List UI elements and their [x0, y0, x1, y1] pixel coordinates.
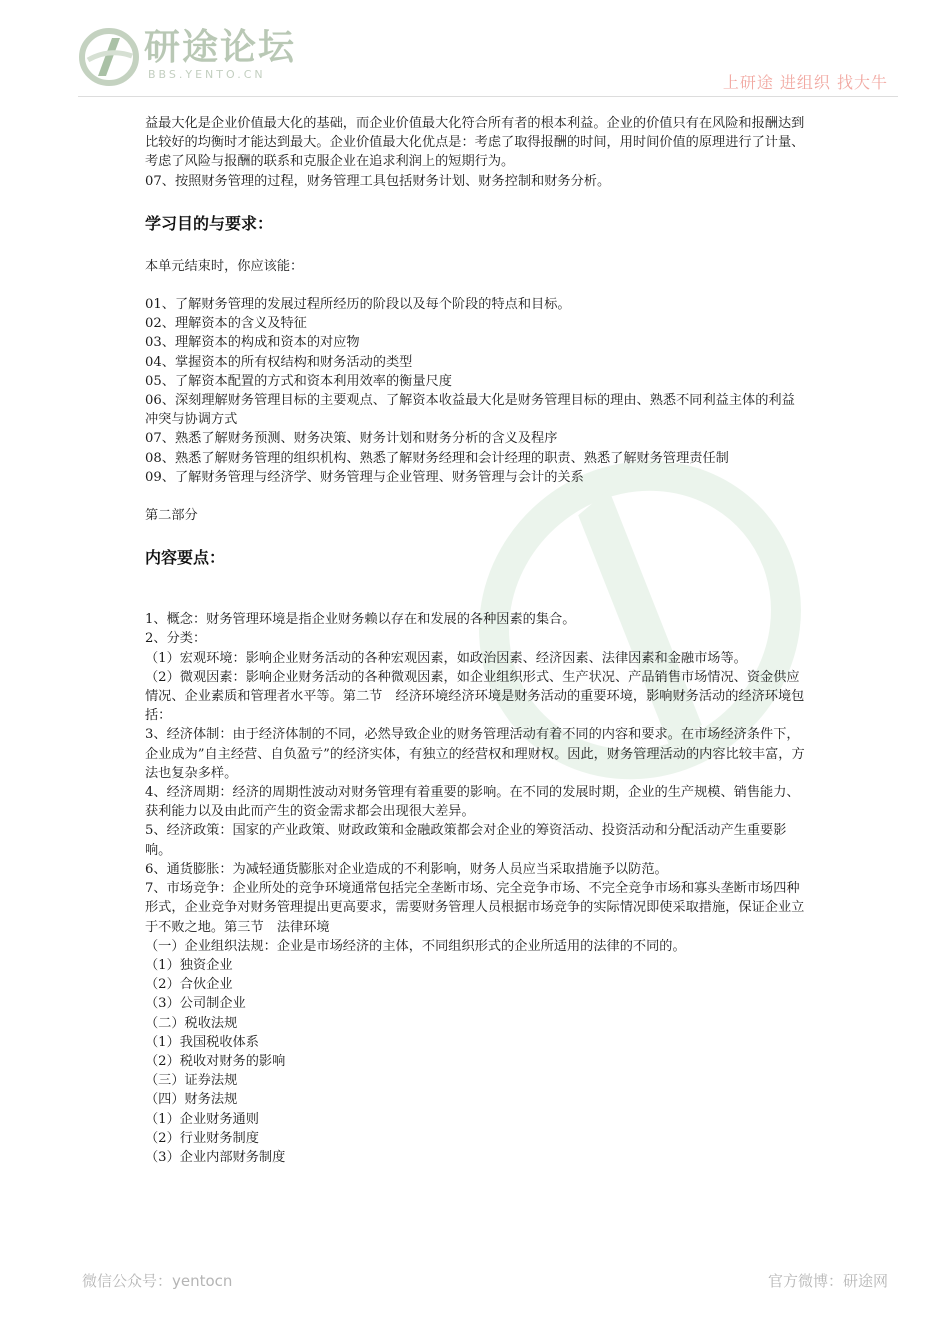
logo-text: 研途论坛 — [144, 27, 297, 68]
list-item: 5、经济政策：国家的产业政策、财政政策和金融政策都会对企业的筹资活动、投资活动和分配活动产生重要影响。 — [145, 823, 787, 858]
list-item: 06、深刻理解财务管理目标的主要观点、了解资本收益最大化是财务管理目标的理由、熟悉不同利益主体的利益冲突与协调方式 — [145, 393, 795, 428]
header-divider — [78, 96, 898, 97]
section-heading-content-points: 内容要点： — [145, 548, 226, 568]
list-item: （3）企业内部财务制度 — [145, 1149, 286, 1165]
list-item: （二）税收法规 — [145, 1015, 238, 1031]
header-slogan: 上研途 进组织 找大牛 — [722, 73, 888, 92]
logo-mark-icon — [78, 26, 140, 88]
list-item: 09、了解财务管理与经济学、财务管理与企业管理、财务管理与会计的关系 — [145, 469, 584, 485]
list-item: 01、了解财务管理的发展过程所经历的阶段以及每个阶段的特点和目标。 — [145, 297, 571, 313]
list-item: （1）宏观环境：影响企业财务活动的各种宏观因素，如政治因素、经济因素、法律因素和金融市场等。 — [145, 650, 747, 666]
list-item: （2）行业财务制度 — [145, 1130, 259, 1146]
list-item: 04、掌握资本的所有权结构和财务活动的类型 — [145, 354, 413, 370]
list-item: （2）税收对财务的影响 — [145, 1053, 286, 1069]
list-item: （2）合伙企业 — [145, 977, 233, 993]
list-item: 05、了解资本配置的方式和资本利用效率的衡量尺度 — [145, 373, 452, 389]
section-heading-objectives: 学习目的与要求： — [145, 213, 274, 233]
paragraph: 07、按照财务管理的过程，财务管理工具包括财务计划、财务控制和财务分析。 — [145, 173, 611, 189]
list-item: 4、经济周期：经济的周期性波动对财务管理有着重要的影响。在不同的发展时期，企业的生产规模、销售能力、获利能力以及由此而产生的资金需求都会出现很大差异。 — [145, 785, 800, 820]
paragraph: 益最大化是企业价值最大化的基础，而企业价值最大化符合所有者的根本利益。企业的价值只有在风险和报酬达到比较好的均衡时才能达到最大。企业价值最大化优点是：考虑了取得报酬的时间，用时间价值的原理进行了计量、 — [145, 116, 805, 151]
paragraph: 考虑了风险与报酬的联系和克服企业在追求利润上的短期行为。 — [145, 154, 515, 170]
paragraph: 本单元结束时，你应该能： — [145, 258, 304, 274]
list-item: （一）企业组织法规：企业是市场经济的主体，不同组织形式的企业所适用的法律的不同的。 — [145, 938, 686, 954]
list-item: 6、通货膨胀：为减轻通货膨胀对企业造成的不利影响，财务人员应当采取措施予以防范。 — [145, 861, 668, 877]
list-item: 02、理解资本的含义及特征 — [145, 316, 307, 332]
list-item: （2）微观因素：影响企业财务活动的各种微观因素，如企业组织形式、生产状况、产品销售市场情况、资金供应情况、企业素质和管理者水平等。第二节 经济环境经济环境是财务活动的重要环境，影响财务活动的经济环境包括： — [145, 669, 805, 724]
list-item: 2、分类： — [145, 631, 207, 647]
list-item: 03、理解资本的构成和资本的对应物 — [145, 335, 360, 351]
list-item: （1）我国税收体系 — [145, 1034, 259, 1050]
page-header — [0, 0, 950, 100]
list-item: （1）企业财务通则 — [145, 1111, 259, 1127]
document-body — [145, 114, 807, 1167]
list-item: （1）独资企业 — [145, 957, 233, 973]
list-item: 3、经济体制：由于经济体制的不同，必然导致企业的财务管理活动有着不同的内容和要求。在市场经济条件下，企业成为”自主经营、自负盈亏”的经济实体，有独立的经营权和理财权。因此，财务管理活动的内容比较丰富，方法也复杂多样。 — [145, 727, 805, 781]
list-item: 1、概念：财务管理环境是指企业财务赖以存在和发展的各种因素的集合。 — [145, 612, 576, 628]
list-item: 08、熟悉了解财务管理的组织机构、熟悉了解财务经理和会计经理的职责、熟悉了解财务管理责任制 — [145, 450, 729, 466]
list-item: 7、市场竞争：企业所处的竞争环境通常包括完全垄断市场、完全竞争市场、不完全竞争市场和寡头垄断市场四种形式，企业竞争对财务管理提出更高要求，需要财务管理人员根据市场竞争的实际情况即使采取措施，保证企业立于不败之地。第三节 法律环境 — [145, 881, 805, 935]
list-item: （三）证券法规 — [145, 1073, 238, 1089]
list-item: （四）财务法规 — [145, 1092, 238, 1108]
part-label: 第二部分 — [145, 508, 198, 524]
site-logo[interactable] — [78, 26, 338, 92]
footer-wechat: 微信公众号：yentocn — [82, 1272, 233, 1290]
list-item: 07、熟悉了解财务预测、财务决策、财务计划和财务分析的含义及程序 — [145, 431, 558, 447]
footer-weibo: 官方微博：研途网 — [767, 1272, 888, 1290]
logo-subtitle: BBS.YENTO.CN — [148, 68, 266, 81]
list-item: （3）公司制企业 — [145, 996, 246, 1012]
